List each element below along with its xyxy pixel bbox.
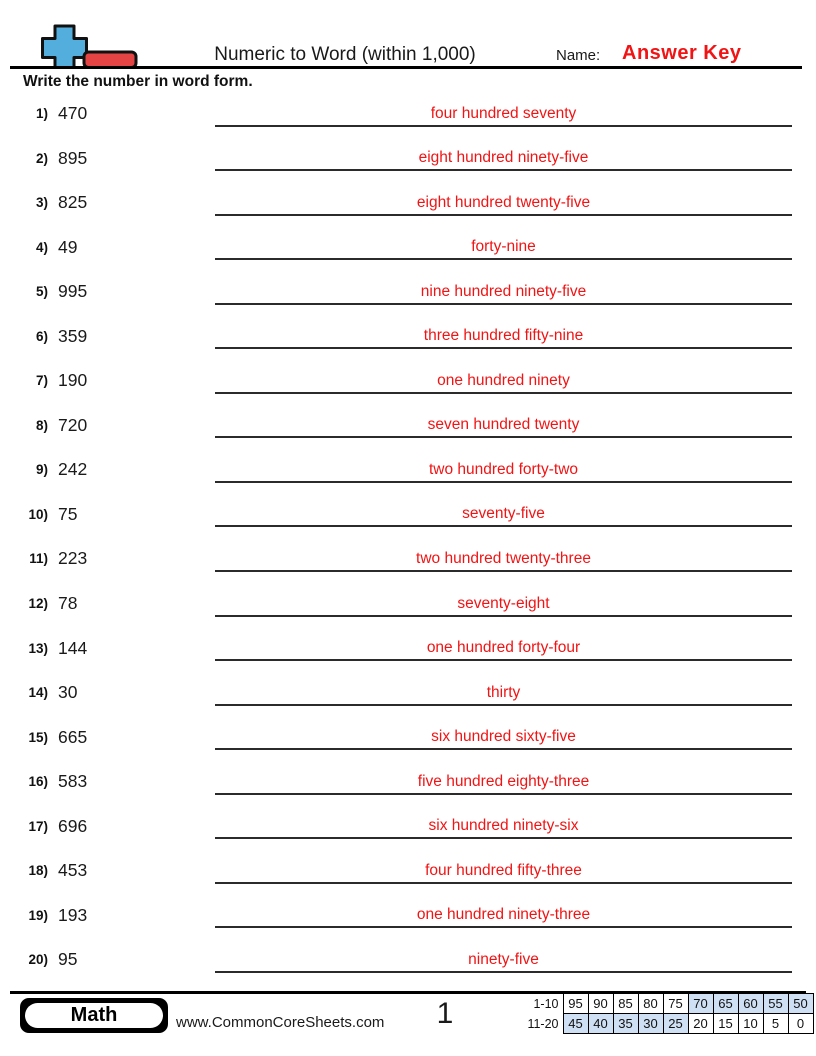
- problem-value: 223: [58, 548, 88, 569]
- problem-answer: seventy-five: [462, 505, 545, 523]
- problem-answer: two hundred forty-two: [428, 460, 579, 478]
- answer-line: [215, 416, 792, 438]
- problem-value: 720: [58, 414, 88, 435]
- score-row-2: [527, 1014, 813, 1034]
- answer-line: [215, 238, 792, 260]
- problem-answer: six hundred ninety-six: [428, 817, 579, 835]
- problem-answer: one hundred forty-four: [426, 639, 581, 657]
- problem-number: 10): [28, 506, 48, 522]
- score-cell: 75: [663, 994, 688, 1014]
- problem-number: 12): [28, 596, 48, 612]
- problem-answer: thirty: [486, 683, 521, 701]
- problem-value: 75: [58, 503, 78, 524]
- problem-number: 5): [35, 284, 48, 300]
- problem-number: 19): [28, 907, 48, 923]
- answer-line: [215, 951, 792, 973]
- score-cell: 35: [613, 1014, 638, 1034]
- score-cell: 30: [638, 1014, 663, 1034]
- score-cell: 40: [588, 1014, 613, 1034]
- score-cell: 45: [563, 1014, 588, 1034]
- answer-line: [215, 283, 792, 305]
- problem-answer: eight hundred ninety-five: [418, 149, 589, 167]
- answer-line: [215, 461, 792, 483]
- problem-row: [0, 675, 816, 720]
- problem-number: 11): [29, 551, 48, 567]
- problem-answer: nine hundred ninety-five: [420, 282, 587, 300]
- problem-value: 995: [58, 281, 88, 302]
- problem-row: [0, 452, 816, 497]
- score-row-1: [527, 994, 813, 1014]
- problem-row: [0, 541, 816, 586]
- problem-row: [0, 141, 816, 186]
- answer-line: [215, 105, 792, 127]
- problem-value: 895: [58, 147, 88, 168]
- score-cell: 90: [588, 994, 613, 1014]
- problem-answer: four hundred fifty-three: [425, 861, 582, 879]
- problem-number: 14): [28, 685, 48, 701]
- problem-value: 242: [58, 459, 88, 480]
- problem-number: 9): [35, 462, 48, 478]
- problem-row: [0, 319, 816, 364]
- problem-number: 20): [28, 952, 48, 968]
- problem-number: 1): [35, 106, 48, 121]
- problem-row: [0, 942, 816, 987]
- answer-line: [215, 773, 792, 795]
- plus-minus-icon: [28, 24, 154, 70]
- problem-value: 583: [58, 771, 88, 792]
- answer-line: [215, 194, 792, 216]
- problem-answer: forty-nine: [471, 238, 536, 256]
- score-cell: 15: [713, 1014, 738, 1034]
- name-label: Name:: [556, 47, 601, 64]
- problem-number: 6): [35, 328, 48, 344]
- problem-value: 359: [58, 325, 88, 346]
- answer-line: [215, 595, 792, 617]
- score-cell: 60: [738, 994, 763, 1014]
- problem-answer: six hundred sixty-five: [431, 728, 576, 746]
- score-row-label: 11-20: [527, 1016, 559, 1031]
- problem-row: [0, 185, 816, 230]
- problem-number: 17): [28, 818, 48, 834]
- score-cell: 50: [788, 994, 813, 1014]
- problem-row: [0, 853, 816, 898]
- score-row-label: 1-10: [533, 996, 559, 1011]
- problem-value: 190: [58, 370, 88, 391]
- problem-row: [0, 764, 816, 809]
- answer-line: [215, 327, 792, 349]
- answer-line: [215, 906, 792, 928]
- answer-line: [215, 728, 792, 750]
- problem-answer: one hundred ninety-three: [416, 906, 591, 924]
- subject-badge: [20, 998, 168, 1033]
- problem-row: [0, 363, 816, 408]
- problem-answer: seventy-eight: [457, 594, 550, 612]
- subject-badge-label: Math: [25, 1003, 163, 1028]
- problem-value: 95: [58, 949, 78, 970]
- problem-row: [0, 631, 816, 676]
- problem-value: 193: [58, 904, 88, 925]
- problem-row: [0, 720, 816, 765]
- answer-line: [215, 149, 792, 171]
- problem-answer: three hundred fifty-nine: [423, 327, 584, 345]
- answer-line: [215, 684, 792, 706]
- problem-number: 13): [28, 640, 48, 656]
- score-cell: 85: [613, 994, 638, 1014]
- score-cell: 0: [788, 1014, 813, 1034]
- answer-line: [215, 550, 792, 572]
- score-cell: 20: [688, 1014, 713, 1034]
- score-cell: 70: [688, 994, 713, 1014]
- answer-line: [215, 639, 792, 661]
- problem-value: 665: [58, 726, 88, 747]
- answer-key-text: Answer Key: [622, 42, 742, 64]
- problem-value: 470: [58, 103, 88, 123]
- page-title: Numeric to Word (within 1,000): [214, 44, 476, 65]
- problem-number: 4): [35, 239, 48, 255]
- answer-line: [215, 862, 792, 884]
- problem-list: [0, 96, 816, 987]
- score-cell: 5: [763, 1014, 788, 1034]
- problem-value: 30: [58, 682, 78, 703]
- score-cell: 95: [563, 994, 588, 1014]
- problem-number: 3): [35, 195, 48, 211]
- score-cell: 80: [638, 994, 663, 1014]
- score-cell: 25: [663, 1014, 688, 1034]
- problem-number: 7): [35, 373, 48, 389]
- problem-value: 825: [58, 192, 88, 213]
- problem-number: 8): [35, 417, 48, 433]
- problem-number: 15): [28, 729, 48, 745]
- page-number: 1: [436, 997, 454, 1030]
- commoncoresheets-logo: [28, 24, 154, 70]
- problem-answer: seven hundred twenty: [427, 416, 580, 434]
- problem-number: 2): [35, 150, 48, 166]
- problem-value: 696: [58, 815, 88, 836]
- problem-row: [0, 898, 816, 943]
- problem-row: [0, 586, 816, 631]
- problem-row: [0, 230, 816, 275]
- answer-line: [215, 817, 792, 839]
- score-table: [527, 993, 814, 1034]
- plus-icon: [43, 26, 87, 68]
- problem-answer: five hundred eighty-three: [417, 772, 590, 790]
- problem-value: 78: [58, 593, 78, 614]
- problem-answer: one hundred ninety: [437, 371, 570, 389]
- problem-answer: four hundred seventy: [430, 104, 577, 122]
- problem-row: [0, 96, 816, 141]
- problem-row: [0, 809, 816, 854]
- problem-row: [0, 408, 816, 453]
- problem-value: 453: [58, 860, 88, 881]
- score-cell: 10: [738, 1014, 763, 1034]
- answer-line: [215, 372, 792, 394]
- problem-value: 49: [58, 236, 78, 257]
- problem-answer: two hundred twenty-three: [416, 550, 591, 568]
- problem-row: [0, 497, 816, 542]
- header-divider: [10, 66, 802, 69]
- score-cell: 55: [763, 994, 788, 1014]
- answer-line: [215, 505, 792, 527]
- problem-number: 18): [28, 863, 48, 879]
- problem-answer: ninety-five: [468, 950, 539, 968]
- problem-number: 16): [28, 774, 48, 790]
- problem-answer: eight hundred twenty-five: [416, 193, 591, 211]
- website-text: www.CommonCoreSheets.com: [176, 1014, 385, 1031]
- score-cell: 65: [713, 994, 738, 1014]
- instruction-text: Write the number in word form.: [23, 73, 253, 90]
- problem-value: 144: [58, 637, 88, 658]
- problem-row: [0, 274, 816, 319]
